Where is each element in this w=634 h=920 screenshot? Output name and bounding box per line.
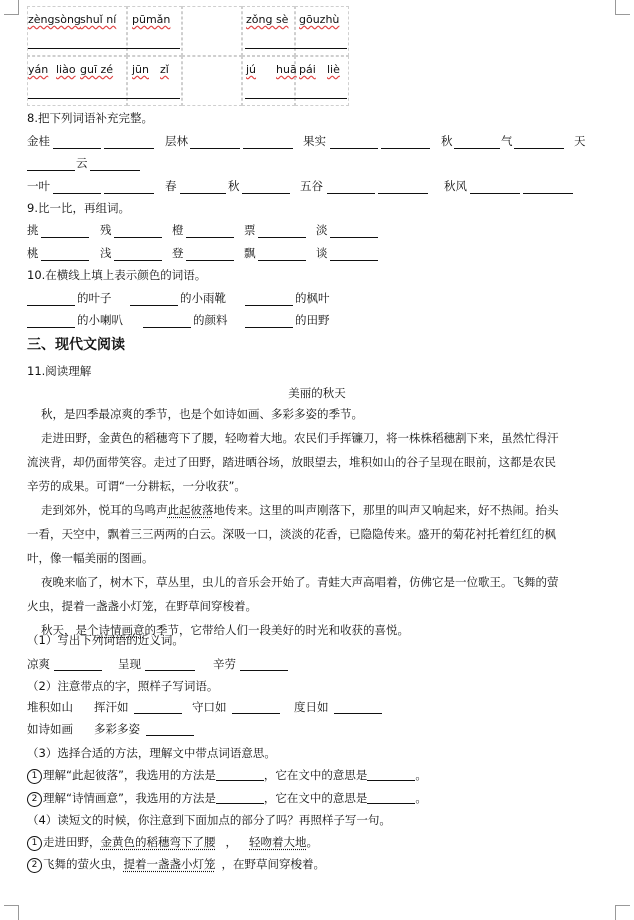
dotted-phrase: 金黄色的稻穗弯下了腰 — [100, 835, 216, 849]
dotted-phrase: 诗情画意 — [98, 623, 145, 637]
answer-blank[interactable] — [27, 305, 75, 306]
pinyin-word: pái — [299, 63, 316, 76]
answer-blank[interactable] — [330, 148, 378, 149]
idiom-prefix: 云 — [76, 156, 88, 170]
idiom-prefix: 秋风 — [444, 179, 467, 193]
crop-mark-bottom-right — [615, 905, 630, 920]
pinyin-word: shuǐ ní — [80, 13, 117, 26]
color-phrase: 的枫叶 — [295, 291, 330, 305]
answer-blank[interactable] — [53, 193, 101, 194]
answer-blank[interactable] — [104, 193, 154, 194]
answer-blank[interactable] — [243, 148, 293, 149]
compare-char: 残 — [100, 223, 112, 237]
answer-blank[interactable] — [258, 237, 306, 238]
passage-title: 美丽的秋天 — [288, 386, 346, 400]
pinyin-word: jú — [246, 63, 257, 76]
answer-blank[interactable] — [245, 327, 293, 328]
answer-blank[interactable] — [134, 713, 182, 714]
compare-char: 桃 — [27, 246, 39, 260]
circled-number: 2 — [27, 792, 42, 807]
crop-mark-top-right — [615, 0, 630, 15]
subquestion-4-item-1: 1 走进田野，金黄色的稻穗弯下了腰 ， 轻吻着大地。 — [27, 834, 318, 851]
answer-blank[interactable] — [470, 193, 520, 194]
crop-mark-bottom-left — [4, 905, 19, 920]
idiom-prefix: 秋 — [441, 134, 453, 148]
answer-blank[interactable] — [28, 48, 180, 49]
idiom-prefix: 层林 — [165, 134, 188, 148]
subquestion-1-title: （1）写出下列词语的近义词。 — [27, 633, 184, 647]
answer-blank[interactable] — [41, 260, 89, 261]
crop-mark-top-left — [4, 0, 19, 15]
synonym-word: 呈现 — [118, 657, 141, 671]
answer-blank[interactable] — [28, 98, 180, 99]
pattern-word: 多彩多姿 — [94, 722, 140, 736]
answer-blank[interactable] — [514, 148, 564, 149]
answer-blank[interactable] — [327, 193, 375, 194]
answer-blank[interactable] — [523, 193, 573, 194]
answer-blank[interactable] — [367, 780, 415, 781]
pattern-word: 挥汗如 — [94, 700, 129, 714]
compare-char: 登 — [172, 246, 184, 260]
pinyin-word: yán — [28, 63, 49, 76]
idiom-prefix: 秋 — [228, 179, 240, 193]
compare-char: 谈 — [316, 246, 328, 260]
answer-blank[interactable] — [114, 237, 162, 238]
answer-blank[interactable] — [381, 148, 430, 149]
compare-char: 浅 — [100, 246, 112, 260]
pinyin-word: zèngsòng — [28, 13, 81, 26]
pinyin-word: gōuzhù — [299, 13, 340, 26]
example-word: 如诗如画 — [27, 722, 73, 736]
answer-blank[interactable] — [41, 237, 89, 238]
idiom-prefix: 春 — [165, 179, 177, 193]
paragraph-4: 夜晚来临了，树木下，草丛里，虫儿的音乐会开始了。青蛙大声高唱着，仿佛它是一位歌王。飞舞的萤 火虫，提着一盏盏小灯笼，在野草间穿梭着。 — [27, 575, 559, 613]
answer-blank[interactable] — [232, 713, 280, 714]
compare-char: 淡 — [316, 223, 328, 237]
compare-char: 飘 — [244, 246, 256, 260]
pattern-word: 度日如 — [294, 700, 329, 714]
paragraph-3: 走到郊外，悦耳的鸟鸣声此起彼落地传来。这里的叫声刚落下，那里的叫声又响起来，好不热闹。抬头 一看，天空中，飘着三三两两的白云。深吸一口，淡淡的花香，已隐隐传来。盛开的菊花衬托着红红的枫 叶，像一幅美丽的图画。 — [27, 503, 559, 565]
answer-blank[interactable] — [454, 148, 500, 149]
pinyin-word: huā — [276, 63, 297, 76]
answer-blank[interactable] — [330, 237, 378, 238]
idiom-prefix: 天 — [574, 134, 586, 148]
pinyin-word: zǐ — [160, 63, 169, 76]
answer-blank[interactable] — [330, 260, 378, 261]
synonym-word: 辛劳 — [213, 657, 236, 671]
idiom-prefix: 五谷 — [300, 179, 323, 193]
question-9-title: 9.比一比，再组词。 — [27, 201, 130, 215]
answer-blank[interactable] — [245, 48, 347, 49]
dotted-phrase: 轻吻着大地 — [249, 835, 307, 849]
subquestion-4-title: （4）读短文的时候，你注意到下面加点的部分了吗？再照样子写一句。 — [27, 813, 391, 827]
subquestion-3-item-1: 1 理解“此起彼落”，我选用的方法是 ，它在文中的意思是 。 — [27, 767, 427, 784]
answer-blank[interactable] — [186, 260, 234, 261]
synonym-word: 凉爽 — [27, 657, 50, 671]
answer-blank[interactable] — [145, 670, 195, 671]
pinyin-word: jūn — [132, 63, 149, 76]
color-phrase: 的小雨靴 — [180, 291, 226, 305]
question-10-title: 10.在横线上填上表示颜色的词语。 — [27, 268, 207, 282]
color-phrase: 的叶子 — [77, 291, 112, 305]
answer-blank[interactable] — [240, 670, 288, 671]
answer-blank[interactable] — [146, 735, 194, 736]
compare-char: 橙 — [172, 223, 184, 237]
subquestion-3-item-2: 2 理解“诗情画意”，我选用的方法是 ，它在文中的意思是 。 — [27, 790, 427, 807]
color-phrase: 的小喇叭 — [77, 313, 123, 327]
answer-blank[interactable] — [27, 170, 75, 171]
answer-blank[interactable] — [245, 305, 293, 306]
question-8-title: 8.把下列词语补充完整。 — [27, 111, 153, 125]
section-title: 三、现代文阅读 — [27, 337, 125, 353]
paragraph-1: 秋，是四季最凉爽的季节，也是个如诗如画、多彩多姿的季节。 — [41, 407, 363, 421]
subquestion-2-title: （2）注意带点的字，照样子写词语。 — [27, 679, 219, 693]
answer-blank[interactable] — [367, 803, 415, 804]
paragraph-5: 秋天，是个诗情画意的季节，它带给人们一段美好的时光和收获的喜悦。 — [41, 623, 409, 637]
answer-blank[interactable] — [54, 670, 102, 671]
color-phrase: 的颜料 — [193, 313, 228, 327]
passage-body — [27, 402, 617, 642]
dotted-phrase: 此起彼落 — [167, 503, 214, 517]
subquestion-3-title: （3）选择合适的方法，理解文中带点词语意思。 — [27, 746, 276, 760]
answer-blank[interactable] — [27, 327, 75, 328]
dotted-phrase: 提着一盏盏小灯笼 — [123, 857, 216, 871]
example-word: 堆积如山 — [27, 700, 73, 714]
pinyin-word: liè — [327, 63, 340, 76]
answer-blank[interactable] — [180, 193, 226, 194]
pinyin-word: liào — [56, 63, 76, 76]
paragraph-2: 走进田野，金黄色的稻穗弯下了腰，轻吻着大地。农民们手挥镰刀，将一株株稻穗割下来，虽然忙得汗 流浃背，却仍面带笑容。走过了田野，踏进晒谷场，放眼望去，堆积如山的谷子呈现在眼前，这都是农民 辛劳的成果。可谓“一分耕耘，一分收获”。 — [27, 431, 559, 493]
color-phrase: 的田野 — [295, 313, 330, 327]
answer-blank[interactable] — [245, 98, 347, 99]
circled-number: 1 — [27, 769, 42, 784]
pattern-word: 守口如 — [192, 700, 227, 714]
pinyin-word: zǒng sè — [246, 13, 289, 26]
answer-blank[interactable] — [104, 148, 154, 149]
compare-char: 挑 — [27, 223, 39, 237]
pinyin-word: guī zé — [80, 63, 114, 76]
answer-blank[interactable] — [216, 803, 264, 804]
circled-number: 1 — [27, 836, 42, 851]
idiom-prefix: 金桂 — [27, 134, 50, 148]
idiom-prefix: 气 — [501, 134, 513, 148]
answer-blank[interactable] — [378, 193, 428, 194]
answer-blank[interactable] — [258, 260, 306, 261]
answer-blank[interactable] — [242, 193, 290, 194]
answer-blank[interactable] — [130, 305, 178, 306]
answer-blank[interactable] — [334, 713, 382, 714]
compare-char: 票 — [244, 223, 256, 237]
answer-blank[interactable] — [186, 237, 234, 238]
answer-blank[interactable] — [216, 780, 264, 781]
idiom-prefix: 一叶 — [27, 179, 50, 193]
answer-blank[interactable] — [90, 170, 140, 171]
idiom-prefix: 果实 — [303, 134, 326, 148]
answer-blank[interactable] — [114, 260, 162, 261]
question-11-title: 11.阅读理解 — [27, 364, 92, 378]
subquestion-4-item-2: 2 飞舞的萤火虫，提着一盏盏小灯笼 ，在野草间穿梭着。 — [27, 856, 325, 873]
pinyin-word: pūmǎn — [132, 13, 171, 26]
answer-blank[interactable] — [190, 148, 240, 149]
answer-blank[interactable] — [53, 148, 101, 149]
answer-blank[interactable] — [143, 327, 191, 328]
circled-number: 2 — [27, 858, 42, 873]
